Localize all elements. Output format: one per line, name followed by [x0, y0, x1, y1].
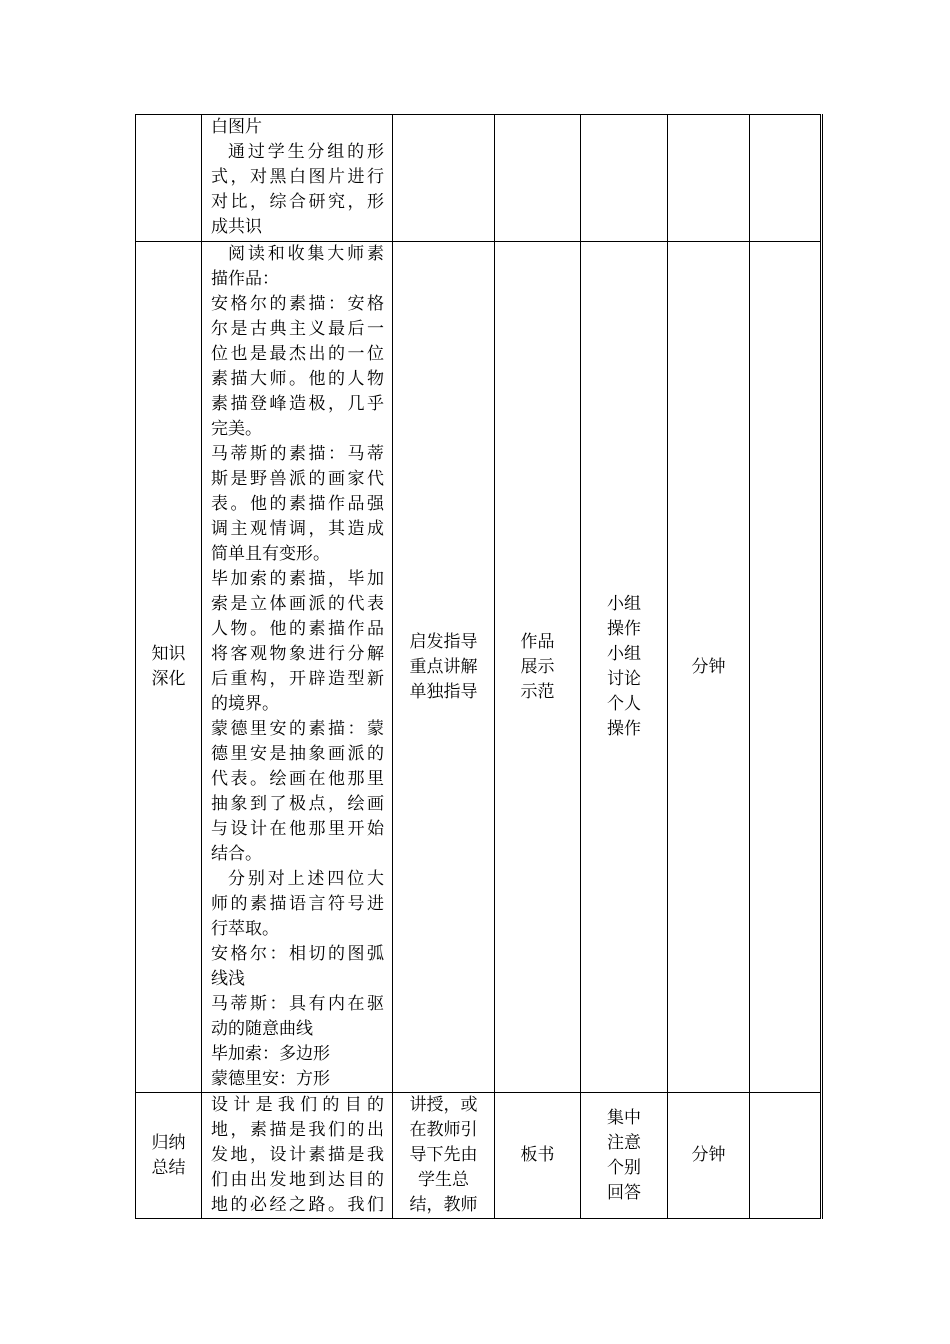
content-line: 索是立体画派的代表	[211, 594, 384, 614]
media-cell	[495, 1093, 581, 1219]
lesson-plan-table	[135, 114, 823, 1219]
stage-label: 总结	[151, 1157, 186, 1178]
content-line: 的境界。	[211, 694, 279, 714]
media-line: 作品	[520, 631, 555, 652]
stage-cell	[136, 1093, 202, 1219]
content-line: 动的随意曲线	[211, 1019, 313, 1039]
student-activity-line: 操作	[607, 619, 641, 639]
content-line: 马蒂斯的素描：马蒂	[211, 444, 384, 464]
content-line: 斯是野兽派的画家代	[211, 469, 384, 489]
content-line: 调主观情调，其造成	[211, 519, 384, 539]
student-activity-line: 小组	[607, 594, 641, 614]
content-line: 分别对上述四位大	[228, 869, 384, 889]
content-line: 抽象到了极点，绘画	[211, 794, 384, 814]
content-line: 行萃取。	[211, 919, 279, 939]
time-cell	[668, 1093, 750, 1219]
student-activity-cell	[581, 115, 668, 242]
content-line: 马蒂斯：具有内在驱	[211, 994, 384, 1014]
content-line: 将客观物象进行分解	[211, 644, 384, 664]
teacher-activity-line: 启发指导	[409, 631, 478, 652]
content-line: 阅读和收集大师素	[228, 244, 384, 264]
content-line: 们由出发地到达目的	[211, 1170, 384, 1190]
content-cell	[202, 1093, 393, 1219]
content-line: 地，素描是我们的出	[211, 1120, 384, 1140]
content-line: 毕加索：多边形	[211, 1044, 330, 1064]
content-line: 设计是我们的目的	[211, 1095, 384, 1115]
table-row	[136, 1093, 822, 1219]
content-line: 发地，设计素描是我	[211, 1145, 384, 1165]
media-line: 示范	[520, 681, 555, 702]
content-line: 描作品：	[211, 269, 279, 289]
teacher-activity-line: 结，教师	[409, 1195, 478, 1215]
content-line: 成共识	[211, 217, 262, 237]
content-line: 蒙德里安的素描：蒙	[211, 719, 384, 739]
teacher-activity-cell	[393, 115, 495, 242]
content-line: 尔是古典主义最后一	[211, 319, 384, 339]
stage-label: 归纳	[151, 1132, 186, 1153]
content-line: 表。他的素描作品强	[211, 494, 384, 514]
content-line: 位也是最杰出的一位	[211, 344, 384, 364]
student-activity-line: 注意	[607, 1132, 641, 1153]
teacher-activity-cell	[393, 242, 495, 1093]
content-line: 师的素描语言符号进	[211, 894, 384, 914]
teacher-activity-line: 导下先由	[409, 1145, 478, 1165]
student-activity-line: 操作	[607, 719, 641, 739]
blank-cell	[750, 115, 822, 242]
stage-cell	[136, 115, 202, 242]
content-line: 安格尔的素描：安格	[211, 294, 384, 314]
student-activity-cell	[581, 1093, 668, 1219]
stage-label: 深化	[151, 669, 186, 689]
student-activity-line: 回答	[607, 1182, 641, 1203]
media-line: 展示	[520, 656, 555, 677]
stage-cell	[136, 242, 202, 1093]
student-activity-line: 个别	[607, 1157, 641, 1178]
content-line: 结合。	[211, 844, 262, 864]
content-line: 线浅	[211, 969, 245, 989]
content-line: 完美。	[211, 419, 262, 439]
teacher-activity-cell	[393, 1093, 495, 1219]
content-line: 与设计在他那里开始	[211, 819, 384, 839]
content-line: 代表。绘画在他那里	[211, 769, 384, 789]
content-cell	[202, 242, 393, 1093]
content-line: 毕加索的素描，毕加	[211, 569, 384, 589]
content-line: 德里安是抽象画派的	[211, 744, 384, 764]
content-line: 白图片	[211, 117, 262, 137]
content-cell	[202, 115, 393, 242]
content-line: 简单且有变形。	[211, 544, 330, 564]
content-line: 蒙德里安：方形	[211, 1069, 330, 1089]
time-label: 分钟	[691, 1145, 726, 1165]
table-row	[136, 242, 822, 1093]
content-line: 后重构，开辟造型新	[211, 669, 384, 689]
content-line: 通过学生分组的形	[228, 142, 384, 162]
teacher-activity-line: 单独指导	[409, 681, 478, 702]
content-line: 安格尔：相切的图弧	[211, 944, 384, 964]
teacher-activity-line: 在教师引	[409, 1120, 478, 1140]
student-activity-line: 个人	[607, 694, 641, 714]
content-line: 对比，综合研究，形	[211, 192, 384, 212]
content-line: 素描登峰造极，几乎	[211, 394, 384, 414]
content-line: 素描大师。他的人物	[211, 369, 384, 389]
content-line: 地的必经之路。我们	[211, 1195, 384, 1215]
time-cell	[668, 242, 750, 1093]
student-activity-cell	[581, 242, 668, 1093]
media-line: 板书	[520, 1145, 555, 1165]
media-cell	[495, 115, 581, 242]
student-activity-line: 集中	[607, 1107, 641, 1128]
content-line: 人物。他的素描作品	[211, 619, 384, 639]
stage-label: 知识	[151, 644, 186, 664]
teacher-activity-line: 重点讲解	[409, 656, 478, 677]
student-activity-line: 讨论	[607, 669, 641, 689]
content-line: 式，对黑白图片进行	[211, 167, 384, 187]
time-cell	[668, 115, 750, 242]
time-label: 分钟	[691, 656, 726, 677]
teacher-activity-line: 讲授，或	[409, 1095, 478, 1115]
table-row	[136, 115, 822, 242]
student-activity-line: 小组	[607, 644, 641, 664]
blank-cell	[750, 242, 822, 1093]
media-cell	[495, 242, 581, 1093]
blank-cell	[750, 1093, 822, 1219]
teacher-activity-line: 学生总	[418, 1170, 469, 1190]
